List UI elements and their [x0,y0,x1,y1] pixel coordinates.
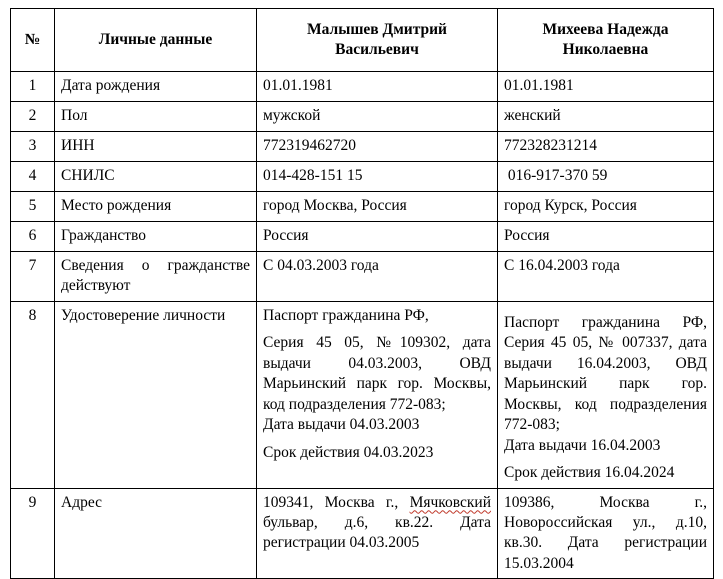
identity-person-2-series: Паспорт гражданина РФ, Серия 45 05, № 007337, дата выдачи 16.04.2003, ОВД Марьинский парк гор. Москвы, код подразделения 772-083; [504,313,707,434]
address-person-2: 109386, Москва г., Новороссийская ул., д.10, кв.30. Дата регистрации 15.03.2004 [498,488,714,579]
row-label: Гражданство [55,222,257,252]
header-person-2-line1: Михеева Надежда [542,20,669,38]
row-person-2-value: 01.01.1981 [498,72,714,102]
row-num: 6 [11,222,55,252]
header-personal-data: Личные данные [55,9,257,72]
row-label: Дата рождения [55,72,257,102]
header-person-1 [257,9,498,72]
row-person-1-value: мужской [257,102,498,132]
row-person-1-value: город Москва, Россия [257,192,498,222]
header-num: № [11,9,55,72]
row-num: 5 [11,192,55,222]
identity-person-1-issue: Дата выдачи 04.03.2003 [263,416,420,434]
row-num: 1 [11,72,55,102]
header-person-1-line1: Малышев Дмитрий [307,20,447,38]
identity-row [11,301,714,488]
identity-person-2 [498,301,714,488]
row-person-2-value: 016-917-370 59 [498,162,714,192]
row-label: Удостоверение личности [55,301,257,488]
row-num: 7 [11,252,55,302]
address-person-1-part2: бульвар, д.6, кв.22. Дата регистрации 04.03.2005 [263,513,491,552]
header-person-2 [498,9,714,72]
identity-person-1-validity: Срок действия 04.03.2023 [263,443,434,461]
row-person-1-value: С 04.03.2003 года [257,252,498,302]
table-row [11,72,714,102]
row-person-2-value: город Курск, Россия [498,192,714,222]
header-person-2-line2: Николаевна [562,41,649,58]
table-row [11,192,714,222]
row-label: Пол [55,102,257,132]
table-row [11,162,714,192]
row-person-2-value: С 16.04.2003 года [498,252,714,302]
table-row [11,102,714,132]
header-person-1-line2: Васильевич [335,41,419,58]
identity-person-1-passport: Паспорт гражданина РФ, [263,306,429,324]
row-label: ИНН [55,132,257,162]
row-num: 4 [11,162,55,192]
table-header-row [11,9,714,72]
row-label: Адрес [55,488,257,579]
row-person-1-value: 014-428-151 15 [257,162,498,192]
identity-person-2-issue: Дата выдачи 16.04.2003 [504,436,661,454]
row-label: Место рождения [55,192,257,222]
address-person-1 [257,488,498,579]
row-person-2-value: 772328231214 [498,132,714,162]
table-row [11,252,714,302]
row-person-2-value: Россия [498,222,714,252]
identity-person-1-series: Серия 45 05, №109302, дата выдачи 04.03.2003, ОВД Марьинский парк гор. Москвы, код подразделения 772-083; [263,334,491,413]
row-num: 2 [11,102,55,132]
row-num: 8 [11,301,55,488]
row-person-2-value: женский [498,102,714,132]
table-row [11,222,714,252]
row-person-1-value: Россия [257,222,498,252]
table-row [11,132,714,162]
row-person-1-value: 01.01.1981 [257,72,498,102]
address-person-1-street: Мячковский [409,493,491,511]
identity-person-1 [257,301,498,488]
address-person-1-part1: 109341, Москва г., [263,493,410,511]
personal-data-table [10,8,714,579]
identity-person-2-validity: Срок действия 16.04.2024 [504,464,675,482]
document-page [10,8,714,579]
row-label: СНИЛС [55,162,257,192]
row-num: 9 [11,488,55,579]
row-num: 3 [11,132,55,162]
row-person-1-value: 772319462720 [257,132,498,162]
row-label: Сведения о гражданстве действуют [55,252,257,302]
address-row [11,488,714,579]
